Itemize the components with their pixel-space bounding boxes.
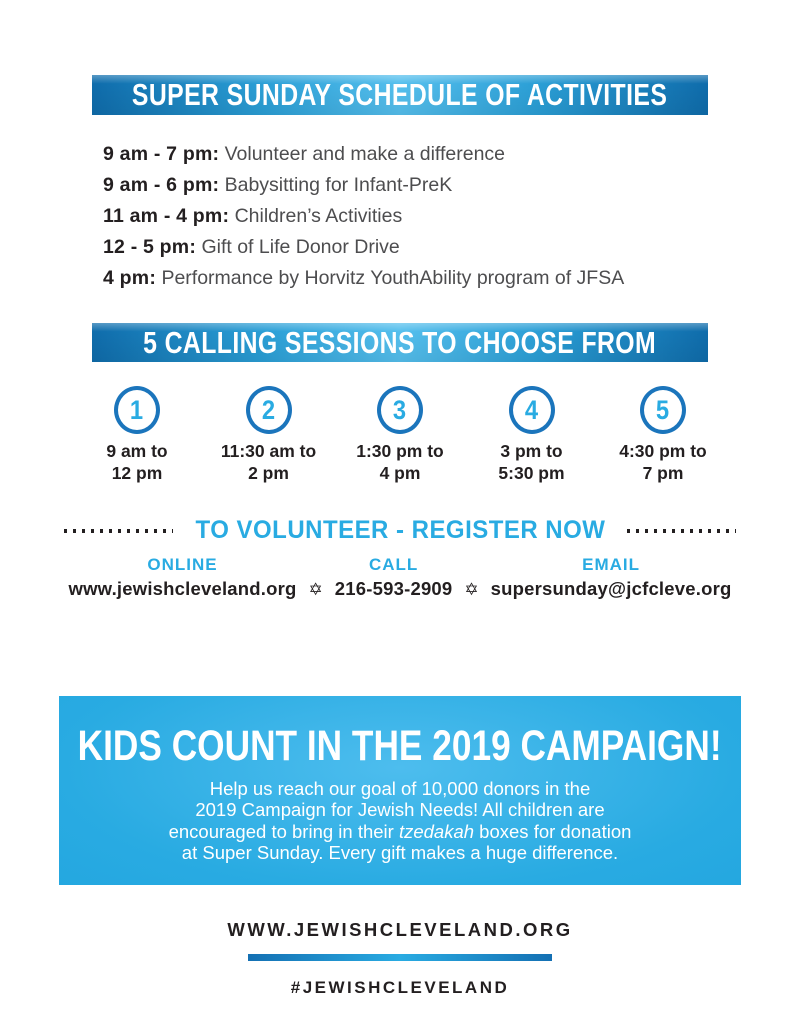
session-number-circle	[640, 386, 686, 434]
schedule-item-description: Babysitting for Infant-PreK	[224, 174, 453, 196]
schedule-item	[103, 175, 800, 195]
session-1	[82, 386, 192, 484]
schedule-item-time: 11 am - 4 pm:	[103, 205, 230, 227]
session-5	[608, 386, 718, 484]
schedule-item	[103, 237, 800, 257]
campaign-box	[59, 696, 741, 885]
schedule-banner-title: SUPER SUNDAY SCHEDULE OF ACTIVITIES	[132, 77, 668, 112]
calling-sessions	[82, 386, 718, 484]
dotted-line-left	[64, 529, 173, 533]
session-time	[221, 440, 316, 484]
method-email	[491, 555, 732, 600]
schedule-banner	[92, 75, 708, 115]
email-link[interactable]: supersunday@jcfcleve.org	[490, 578, 732, 599]
campaign-line-3	[169, 821, 632, 843]
register-title: TO VOLUNTEER - REGISTER NOW	[195, 516, 605, 544]
schedule-item-time: 4 pm:	[103, 267, 157, 289]
session-time	[356, 440, 444, 484]
session-time-line1: 3 pm to	[500, 441, 563, 461]
session-number: 4	[524, 394, 539, 425]
schedule-item-description: Volunteer and make a difference	[224, 143, 506, 165]
session-number-circle	[377, 386, 423, 434]
session-time	[498, 440, 564, 484]
website-link[interactable]: www.jewishcleveland.org	[68, 578, 297, 599]
method-online-label: ONLINE	[147, 555, 218, 574]
campaign-line-1: Help us reach our goal of 10,000 donors in the	[209, 777, 591, 799]
campaign-body	[169, 778, 632, 864]
schedule-item-description: Performance by Horvitz YouthAbility program of JFSA	[161, 267, 625, 289]
schedule-item	[103, 268, 800, 288]
register-title-row	[64, 516, 736, 545]
phone-link[interactable]: 216-593-2909	[334, 578, 453, 599]
register-section	[64, 516, 736, 600]
star-of-david-icon: ✡	[308, 580, 323, 599]
campaign-line-2: 2019 Campaign for Jewish Needs! All children are	[195, 799, 605, 820]
sessions-banner-title: 5 CALLING SESSIONS TO CHOOSE FROM	[143, 324, 657, 360]
session-number-circle	[114, 386, 160, 434]
sessions-banner	[92, 323, 708, 362]
footer-divider-bar	[248, 954, 552, 961]
campaign-line-3-pre: encouraged to bring in their	[168, 820, 399, 842]
session-4	[477, 386, 587, 484]
session-time	[106, 440, 167, 484]
session-time-line1: 9 am to	[106, 441, 168, 461]
schedule-item-time: 12 - 5 pm:	[103, 236, 197, 258]
method-online	[69, 555, 297, 600]
campaign-line-4: at Super Sunday. Every gift makes a huge difference.	[181, 842, 619, 863]
session-time-line2: 5:30 pm	[498, 463, 565, 483]
session-time-line1: 1:30 pm to	[356, 441, 444, 461]
method-call	[335, 555, 453, 600]
schedule-list	[103, 144, 800, 288]
session-number-circle	[246, 386, 292, 434]
session-time-line1: 11:30 am to	[220, 441, 317, 461]
campaign-title: KIDS COUNT IN THE 2019 CAMPAIGN!	[78, 721, 722, 770]
footer-hashtag[interactable]: #JEWISHCLEVELAND	[290, 978, 510, 997]
session-2	[214, 386, 324, 484]
session-number: 5	[656, 394, 670, 425]
session-time	[619, 440, 707, 484]
method-email-label: EMAIL	[582, 555, 641, 574]
session-number-circle	[509, 386, 555, 434]
session-number: 2	[261, 394, 276, 425]
contact-methods	[64, 555, 736, 600]
method-call-label: CALL	[368, 555, 419, 574]
session-number: 1	[130, 394, 144, 425]
session-time-line2: 2 pm	[248, 463, 289, 483]
session-time-line1: 4:30 pm to	[619, 441, 707, 461]
schedule-item-description: Gift of Life Donor Drive	[201, 236, 400, 258]
dotted-line-right	[627, 529, 736, 533]
schedule-item	[103, 206, 800, 226]
schedule-item-time: 9 am - 6 pm:	[103, 174, 220, 196]
session-time-line2: 7 pm	[642, 463, 684, 483]
campaign-tzedakah-italic: tzedakah	[398, 820, 475, 842]
schedule-item	[103, 144, 800, 164]
footer-website-link[interactable]: WWW.JEWISHCLEVELAND.ORG	[227, 919, 573, 940]
session-time-line2: 4 pm	[379, 463, 421, 483]
schedule-item-description: Children’s Activities	[234, 205, 403, 227]
schedule-item-time: 9 am - 7 pm:	[103, 143, 220, 165]
session-time-line2: 12 pm	[111, 463, 163, 483]
session-number: 3	[393, 394, 407, 425]
star-of-david-icon: ✡	[464, 580, 479, 599]
session-3	[345, 386, 455, 484]
campaign-line-3-post: boxes for donation	[474, 820, 632, 842]
